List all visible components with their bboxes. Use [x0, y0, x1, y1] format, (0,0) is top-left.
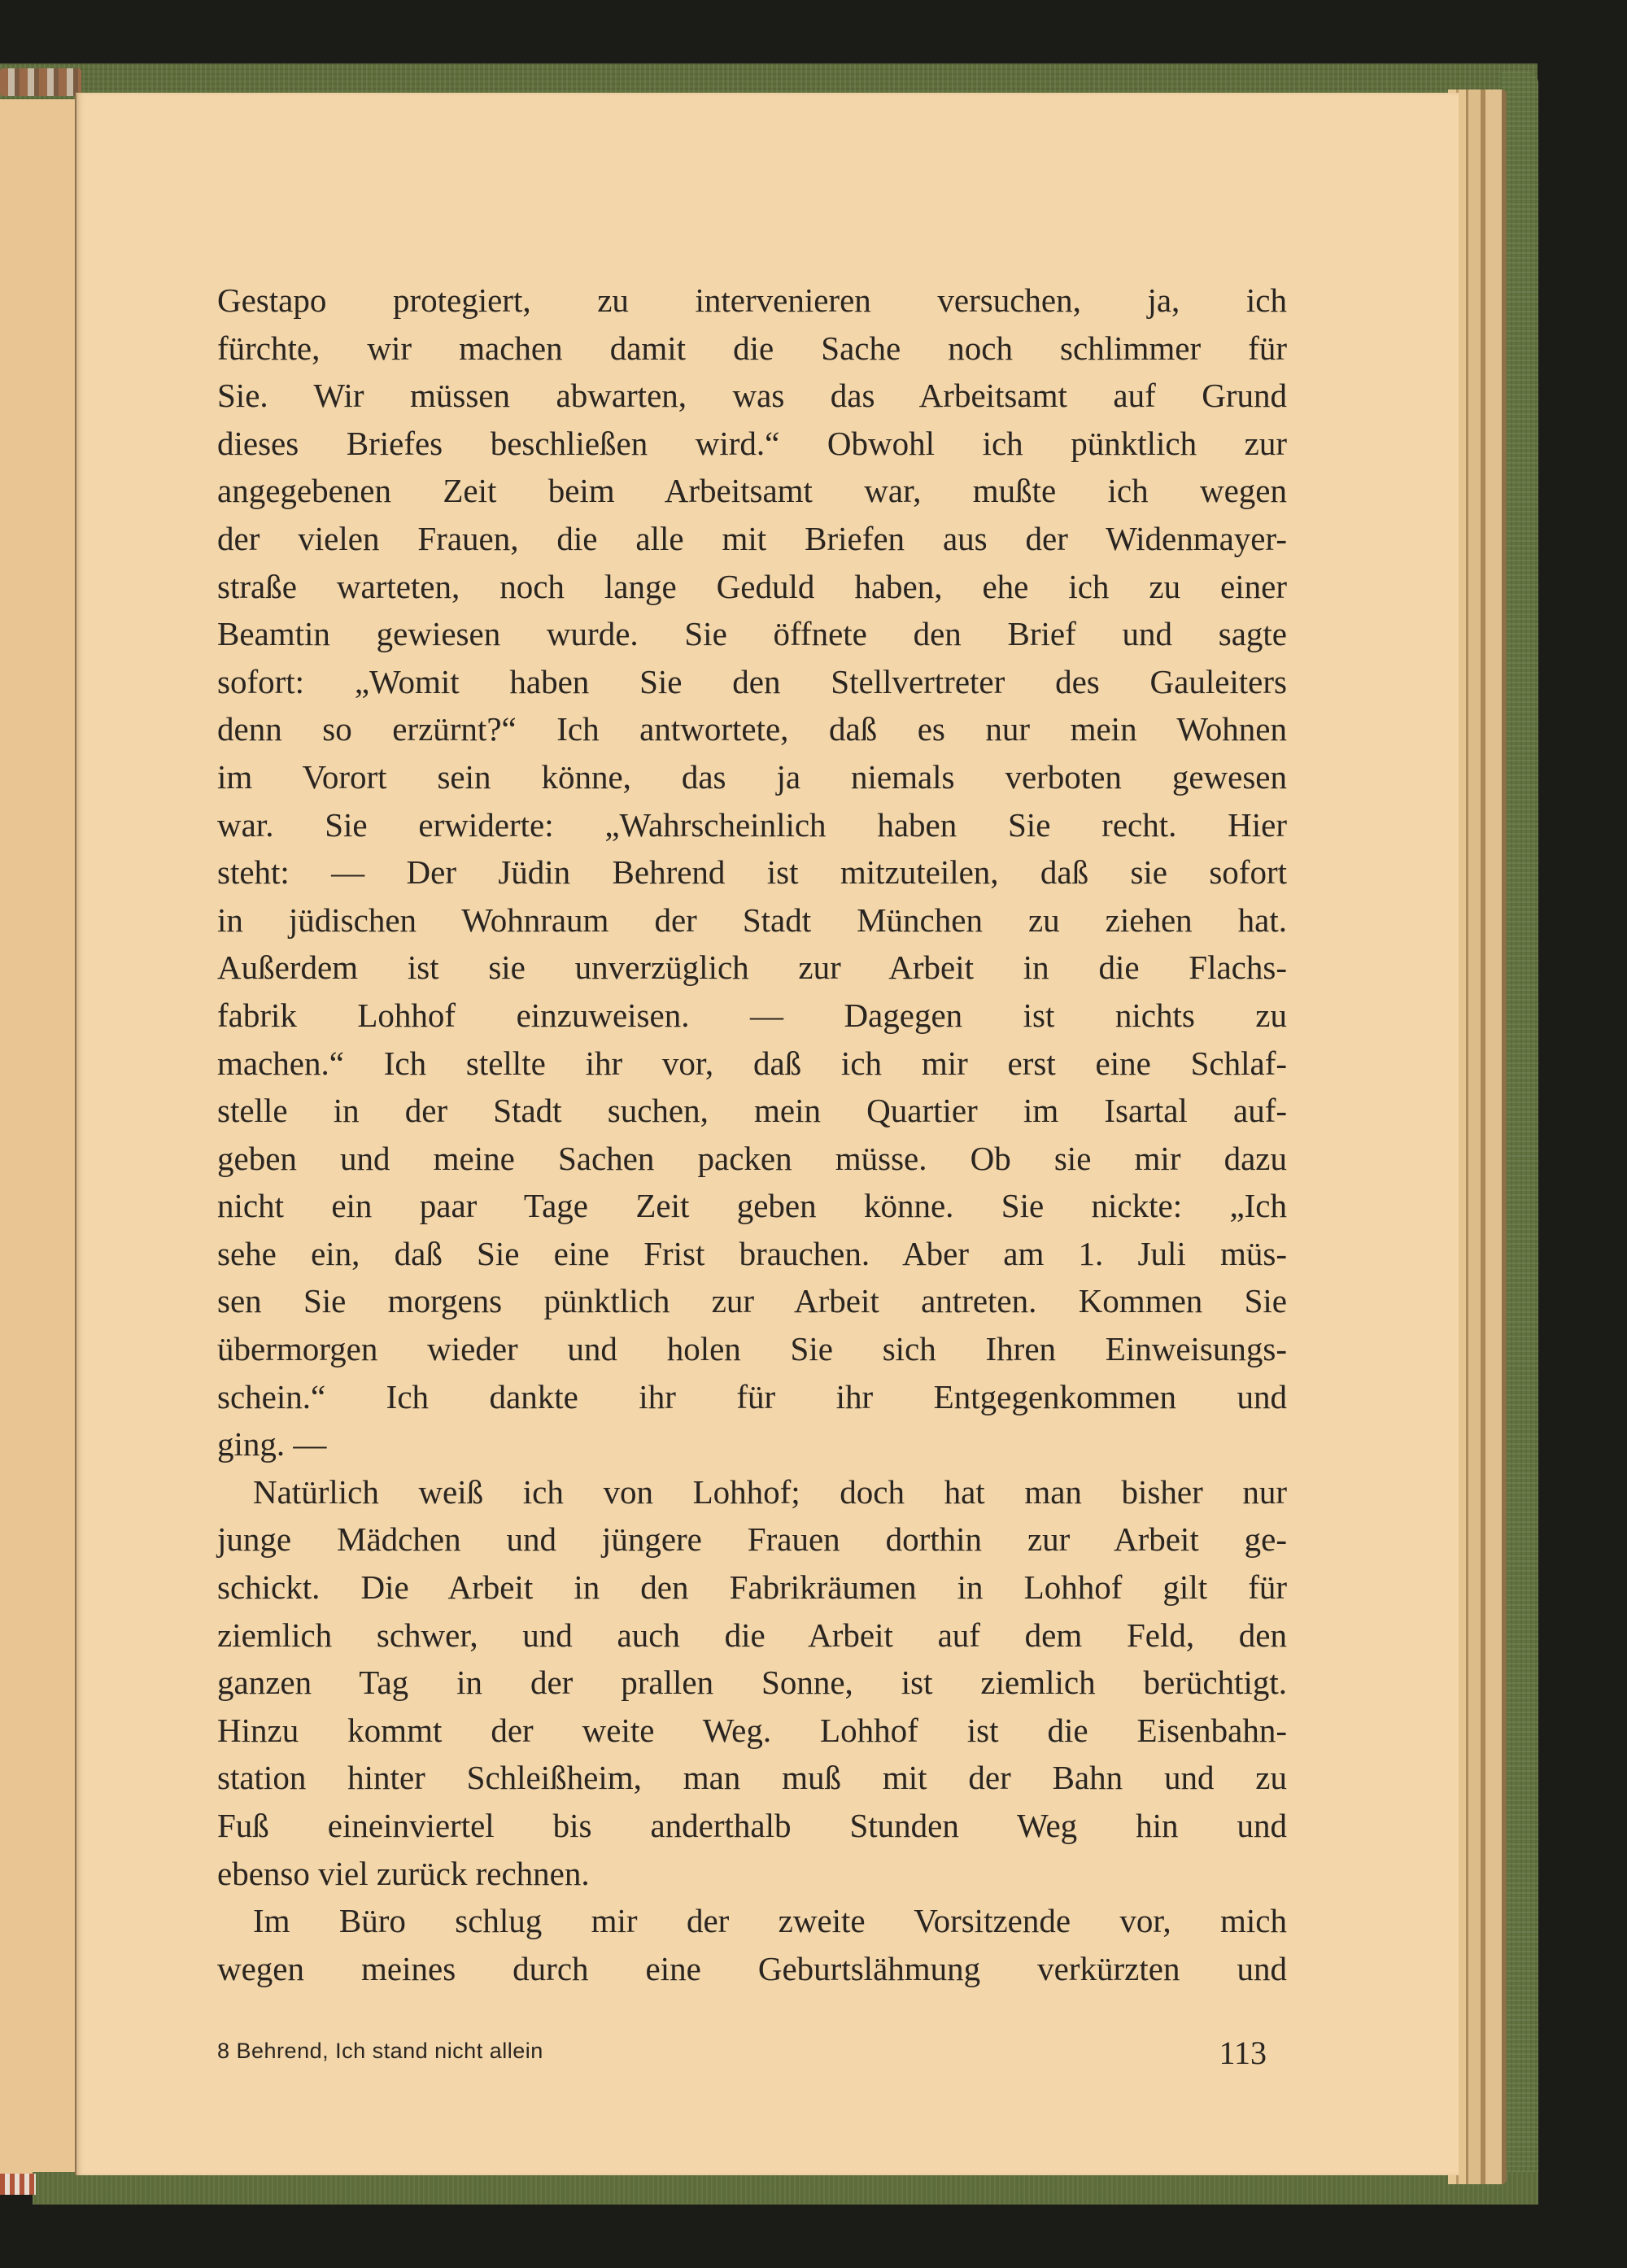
text-line: dieses Briefes beschließen wird.“ Obwohl ich pünktlich zur: [217, 424, 1287, 462]
text-line: Natürlich weiß ich von Lohhof; doch hat man bisher nur: [253, 1472, 1287, 1511]
text-line: geben und meine Sachen packen müsse. Ob sie mir dazu: [217, 1139, 1287, 1177]
text-line: in jüdischen Wohnraum der Stadt München zu ziehen hat.: [217, 901, 1287, 939]
text-line: steht: — Der Jüdin Behrend ist mitzuteilen, daß sie sofort: [217, 853, 1287, 892]
text-line: sofort: „Womit haben Sie den Stellvertreter des Gauleiters: [217, 662, 1287, 700]
body-text: [217, 277, 1287, 1992]
book-cover-cloth-bottom: [33, 2172, 1538, 2205]
headband-top: [0, 68, 81, 96]
text-line: sehe ein, daß Sie eine Frist brauchen. Aber am 1. Juli müs-: [217, 1234, 1287, 1272]
text-line: angegebenen Zeit beim Arbeitsamt war, mußte ich wegen: [217, 472, 1287, 510]
headband-bottom: [0, 2174, 36, 2195]
text-line: ging. —: [217, 1425, 327, 1463]
text-line: Beamtin gewiesen wurde. Sie öffnete den Brief und sagte: [217, 615, 1287, 653]
text-line: der vielen Frauen, die alle mit Briefen aus der Widenmayer-: [217, 519, 1287, 557]
text-line: wegen meines durch eine Geburtslähmung verkürzten und: [217, 1949, 1287, 1987]
text-line: Sie. Wir müssen abwarten, was das Arbeitsamt auf Grund: [217, 377, 1287, 415]
signature-mark: 8 Behrend, Ich stand nicht allein: [217, 2039, 543, 2063]
text-line: Gestapo protegiert, zu intervenieren versuchen, ja, ich: [217, 281, 1287, 319]
text-line: Außerdem ist sie unverzüglich zur Arbeit in die Flachs-: [217, 949, 1287, 987]
page-number: 113: [1219, 2035, 1267, 2071]
text-line: im Vorort sein könne, das ja niemals verboten gewesen: [217, 757, 1287, 796]
text-line: nicht ein paar Tage Zeit geben könne. Sie nickte: „Ich: [217, 1187, 1287, 1225]
text-line: ganzen Tag in der prallen Sonne, ist ziemlich berüchtigt.: [217, 1664, 1287, 1702]
facing-page-edge: [0, 94, 76, 2175]
text-line: Hinzu kommt der weite Weg. Lohhof ist die Eisenbahn-: [217, 1711, 1287, 1749]
text-line: machen.“ Ich stellte ihr vor, daß ich mir erst eine Schlaf-: [217, 1044, 1287, 1082]
text-line: war. Sie erwiderte: „Wahrscheinlich haben Sie recht. Hier: [217, 805, 1287, 844]
text-line: schein.“ Ich dankte ihr für ihr Entgegenkommen und: [217, 1377, 1287, 1415]
text-line: Fuß eineinviertel bis anderthalb Stunden Weg hin und: [217, 1807, 1287, 1844]
text-line: ebenso viel zurück rechnen.: [217, 1854, 590, 1892]
text-line: fabrik Lohhof einzuweisen. — Dagegen ist nichts zu: [217, 996, 1287, 1034]
text-line: denn so erzürnt?“ Ich antwortete, daß es nur mein Wohnen: [217, 710, 1287, 748]
text-line: stelle in der Stadt suchen, mein Quartier im Isartal auf-: [217, 1092, 1287, 1130]
text-line: übermorgen wieder und holen Sie sich Ihren Einweisungs-: [217, 1330, 1287, 1368]
text-line: Im Büro schlug mir der zweite Vorsitzende vor, mich: [253, 1902, 1287, 1940]
text-line: junge Mädchen und jüngere Frauen dorthin zur Arbeit ge-: [217, 1520, 1287, 1559]
page-footer: [217, 2034, 1267, 2071]
text-line: ziemlich schwer, und auch die Arbeit auf dem Feld, den: [217, 1616, 1287, 1654]
text-line: sen Sie morgens pünktlich zur Arbeit antreten. Kommen Sie: [217, 1282, 1287, 1320]
text-line: fürchte, wir machen damit die Sache noch schlimmer für: [217, 329, 1287, 367]
text-line: straße warteten, noch lange Geduld haben, ehe ich zu einer: [217, 567, 1287, 605]
gutter-line: [75, 94, 76, 2175]
text-line: schickt. Die Arbeit in den Fabrikräumen in Lohhof gilt für: [217, 1568, 1287, 1607]
text-line: station hinter Schleißheim, man muß mit der Bahn und zu: [217, 1759, 1287, 1797]
